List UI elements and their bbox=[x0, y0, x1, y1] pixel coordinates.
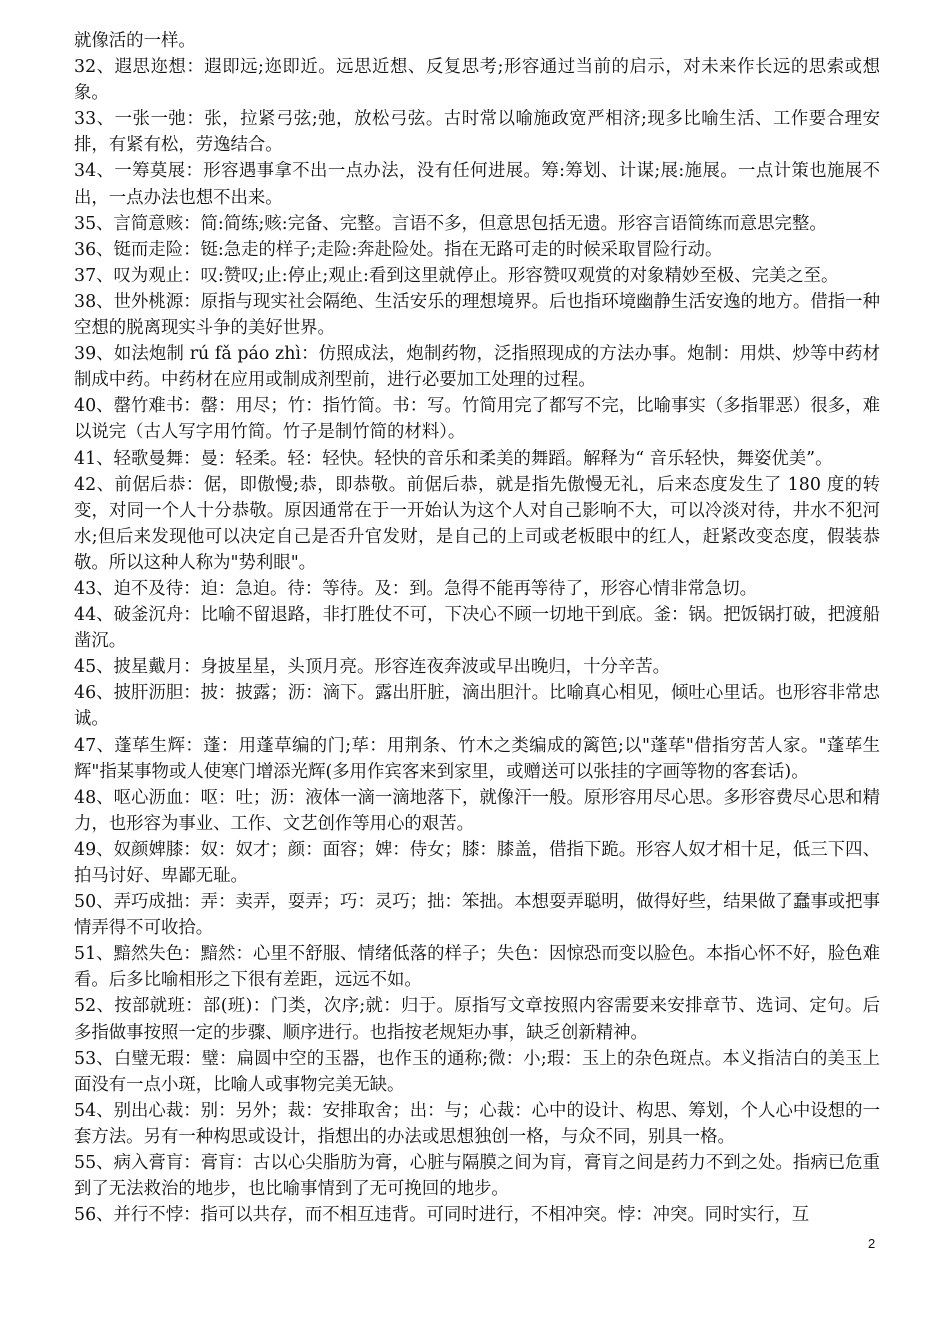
paragraph: 44、破釜沉舟：比喻不留退路，非打胜仗不可，下决心不顾一切地干到底。釜：锅。把饭锅打破，把渡船凿沉。 bbox=[74, 605, 880, 652]
paragraph: 36、铤而走险：铤:急走的样子;走险:奔赴险处。指在无路可走的时候采取冒险行动。 bbox=[74, 239, 723, 260]
paragraph: 51、黯然失色：黯然：心里不舒服、情绪低落的样子；失色：因惊恐而变以脸色。本指心怀不好，脸色难看。后多比喻相形之下很有差距，远远不如。 bbox=[74, 944, 880, 991]
paragraph: 53、白璧无瑕：璧：扁圆中空的玉器，也作玉的通称;微：小;瑕：玉上的杂色斑点。本义指洁白的美玉上面没有一点小斑，比喻人或事物完美无缺。 bbox=[74, 1048, 880, 1095]
paragraph: 32、遐思迩想：遐即远;迩即近。远思近想、反复思考;形容通过当前的启示，对未来作长远的思索或想象。 bbox=[74, 57, 880, 104]
paragraph: 47、蓬荜生辉：蓬：用蓬草编的门;荜：用荆条、竹木之类编成的篱笆;以"蓬荜"借指穷苦人家。"蓬荜生辉"指某事物或人使寒门增添光辉(多用作宾客来到家里，或赠送可以张挂的字画等物的客套话)。 bbox=[74, 735, 880, 782]
paragraph: 49、奴颜婢膝：奴：奴才；颜：面容；婢：侍女；膝：膝盖，借指下跪。形容人奴才相十足，低三下四、拍马讨好、卑鄙无耻。 bbox=[74, 839, 880, 886]
paragraph: 48、呕心沥血：呕：吐；沥：液体一滴一滴地落下，就像汗一般。原形容用尽心思。多形容费尽心思和精力，也形容为事业、工作、文艺创作等用心的艰苦。 bbox=[74, 787, 880, 834]
paragraph: 39、如法炮制 rú fǎ páo zhì：仿照成法，炮制药物，泛指照现成的方法办事。炮制：用烘、炒等中药材制成中药。中药材在应用或制成剂型前，进行必要加工处理的过程。 bbox=[74, 344, 880, 391]
paragraph: 54、别出心裁：别：另外；裁：安排取舍；出：与；心裁：心中的设计、构思、筹划，个人心中设想的一套方法。另有一种构思或设计，指想出的办法或思想独创一格，与众不同，别具一格。 bbox=[74, 1100, 880, 1147]
paragraph: 45、披星戴月：身披星星，头顶月亮。形容连夜奔波或早出晚归，十分辛苦。 bbox=[74, 657, 671, 678]
paragraph: 50、弄巧成拙：弄：卖弄，耍弄；巧：灵巧；拙：笨拙。本想耍弄聪明，做得好些，结果做了蠢事或把事情弄得不可收拾。 bbox=[74, 892, 880, 939]
paragraph: 40、罄竹难书：罄：用尽；竹：指竹简。书：写。竹简用完了都写不完，比喻事实（多指罪恶）很多，难以说完（古人写字用竹简。竹子是制竹简的材料）。 bbox=[74, 396, 880, 443]
paragraph: 42、前倨后恭：倨，即傲慢;恭，即恭敬。前倨后恭，就是指先傲慢无礼，后来态度发生了 180 度的转变，对同一个人十分恭敬。原因通常在于一开始认为这个人对自己影响不大，可以冷淡对待，井水不犯河水;但后来发现他可以决定自己是否升官发财，是自己的上司或老板眼中的红人，赶紧改变态度，假装恭敬。所以这种人称为"势利眼"。 bbox=[74, 474, 880, 573]
paragraph: 46、披肝沥胆：披：披露；沥：滴下。露出肝脏，滴出胆汁。比喻真心相见，倾吐心里话。也形容非常忠诚。 bbox=[74, 683, 880, 730]
paragraph: 55、病入膏肓：膏肓：古以心尖脂肪为膏，心脏与隔膜之间为肓，膏肓之间是药力不到之处。指病已危重到了无法救治的地步，也比喻事情到了无可挽回的地步。 bbox=[74, 1153, 880, 1200]
paragraph: 37、叹为观止：叹:赞叹;止:停止;观止:看到这里就停止。形容赞叹观赏的对象精妙至极、完美之至。 bbox=[74, 265, 839, 286]
paragraph: 38、世外桃源：原指与现实社会隔绝、生活安乐的理想境界。后也指环境幽静生活安逸的地方。借指一种空想的脱离现实斗争的美好世界。 bbox=[74, 291, 880, 339]
paragraph: 就像活的一样。 bbox=[74, 31, 196, 51]
paragraph: 33、一张一弛：张，拉紧弓弦;弛，放松弓弦。古时常以喻施政宽严相济;现多比喻生活、工作要合理安排，有紧有松，劳逸结合。 bbox=[74, 109, 880, 156]
paragraph: 35、言简意赅：简:简练;赅:完备、完整。言语不多，但意思包括无遗。形容言语简练而意思完整。 bbox=[74, 213, 827, 234]
paragraph: 43、迫不及待：迫：急迫。待：等待。及：到。急得不能再等待了，形容心情非常急切。 bbox=[74, 578, 757, 599]
paragraph: 52、按部就班：部(班)：门类，次序;就：归于。原指写文章按照内容需要来安排章节、选词、定句。后多指做事按照一定的步骤、顺序进行。也指按老规矩办事，缺乏创新精神。 bbox=[74, 996, 880, 1043]
page-number: 2 bbox=[868, 1236, 876, 1251]
paragraph: 41、轻歌曼舞：曼：轻柔。轻：轻快。轻快的音乐和柔美的舞蹈。解释为“ 音乐轻快，舞姿优美”。 bbox=[74, 448, 833, 469]
document-body bbox=[74, 28, 880, 1228]
paragraph: 56、并行不悖：指可以共存，而不相互违背。可同时进行，不相冲突。悖：冲突。同时实行，互 bbox=[74, 1205, 810, 1226]
paragraph: 34、一筹莫展：形容遇事拿不出一点办法，没有任何进展。筹:筹划、计谋;展:施展。一点计策也施展不出，一点办法也想不出来。 bbox=[74, 161, 880, 208]
